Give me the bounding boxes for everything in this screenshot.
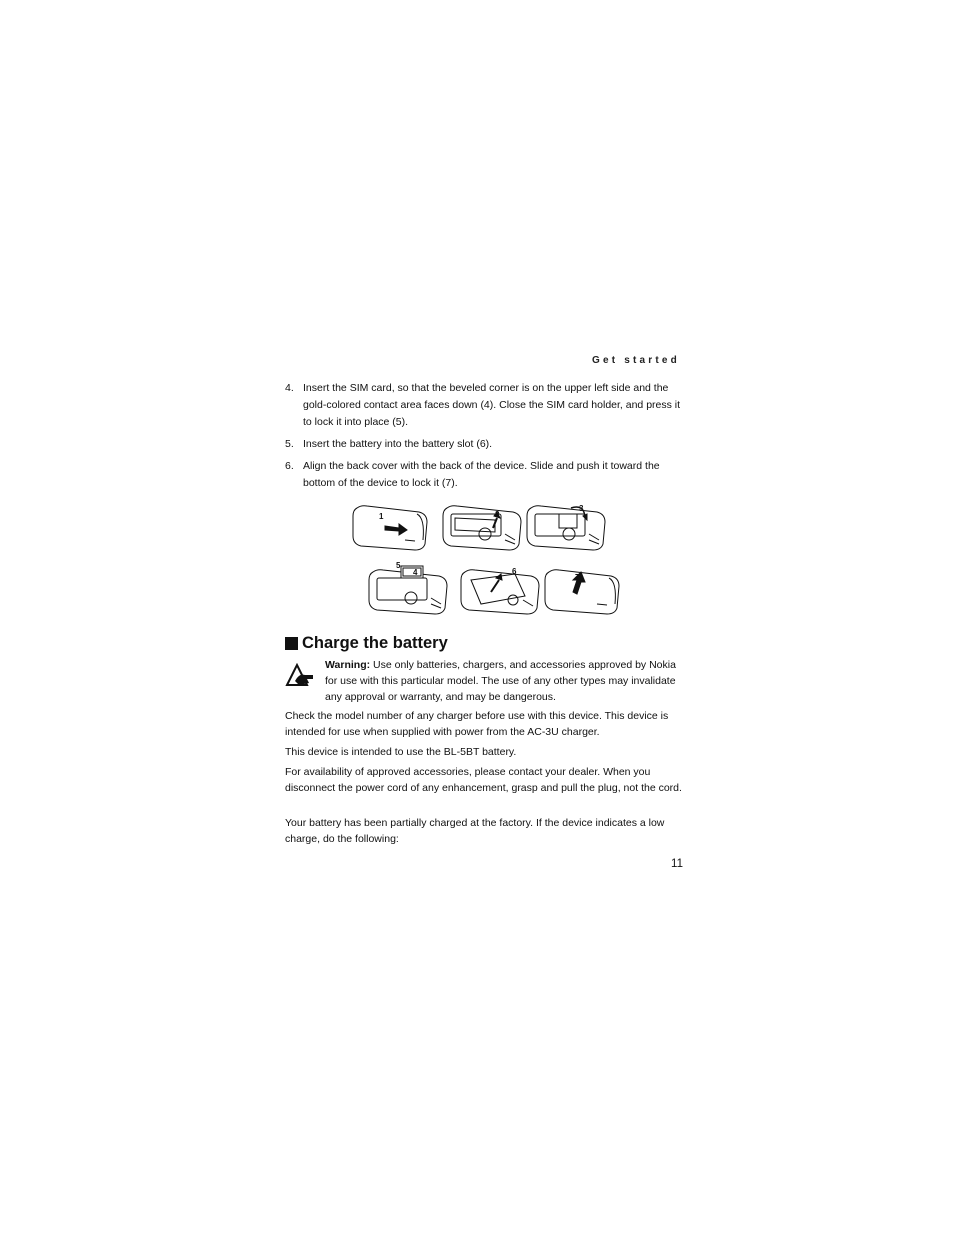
page-number: 11 <box>671 858 683 870</box>
phone-illustration-3 <box>527 506 605 550</box>
step-text: Insert the battery into the battery slot (6). <box>303 438 493 450</box>
figure-label: 5 <box>396 561 401 570</box>
paragraph: For availability of approved accessories, please contact your dealer. When you disconnect the power cord of any enhancement, grasp and pull the plug, not the cord. <box>285 766 682 794</box>
phone-illustration-1 <box>353 506 427 550</box>
phone-illustration-2 <box>443 506 521 550</box>
warning-body: Use only batteries, chargers, and accessories approved by Nokia for use with this particular model. The use of any other types may invalidate any approval or warranty, and may be dangerous. <box>325 659 676 703</box>
running-header: Get started <box>592 355 680 366</box>
paragraph: Your battery has been partially charged at the factory. If the device indicates a low charge, do the following: <box>285 817 665 845</box>
figure-label: 4 <box>413 568 418 577</box>
figure-label: 6 <box>512 567 517 576</box>
phone-illustration-6 <box>545 570 619 614</box>
step-number: 4. <box>285 382 294 394</box>
phone-illustration-4 <box>369 566 447 614</box>
step-text: Insert the SIM card, so that the beveled corner is on the upper left side and the gold-colored contact area faces down (4). Close the SIM card holder, and press it to lock it into place (5). <box>303 382 681 428</box>
paragraph: This device is intended to use the BL-5BT battery. <box>285 746 517 758</box>
section-heading <box>285 634 685 653</box>
section-title: Charge the battery <box>302 634 448 652</box>
figure-label: 1 <box>379 512 384 521</box>
installation-steps <box>285 380 685 497</box>
paragraph: Check the model number of any charger before use with this device. This device is intended for use when supplied with power from the AC-3U charger. <box>285 710 669 738</box>
step-item <box>285 380 685 431</box>
heading-square-icon <box>285 637 298 650</box>
step-number: 6. <box>285 460 294 472</box>
step-item <box>285 436 685 453</box>
warning-text <box>325 657 685 705</box>
assembly-illustration <box>345 500 625 625</box>
step-item <box>285 458 685 492</box>
figure-label: 3 <box>579 504 584 513</box>
warning-label: Warning: <box>325 659 371 671</box>
figure-label: 7 <box>575 573 580 582</box>
phone-illustration-5 <box>461 570 539 614</box>
warning-hand-icon <box>285 663 315 689</box>
figure-label: 2 <box>495 510 500 519</box>
step-number: 5. <box>285 438 294 450</box>
step-text: Align the back cover with the back of the device. Slide and push it toward the bottom of the device to lock it (7). <box>303 460 660 489</box>
